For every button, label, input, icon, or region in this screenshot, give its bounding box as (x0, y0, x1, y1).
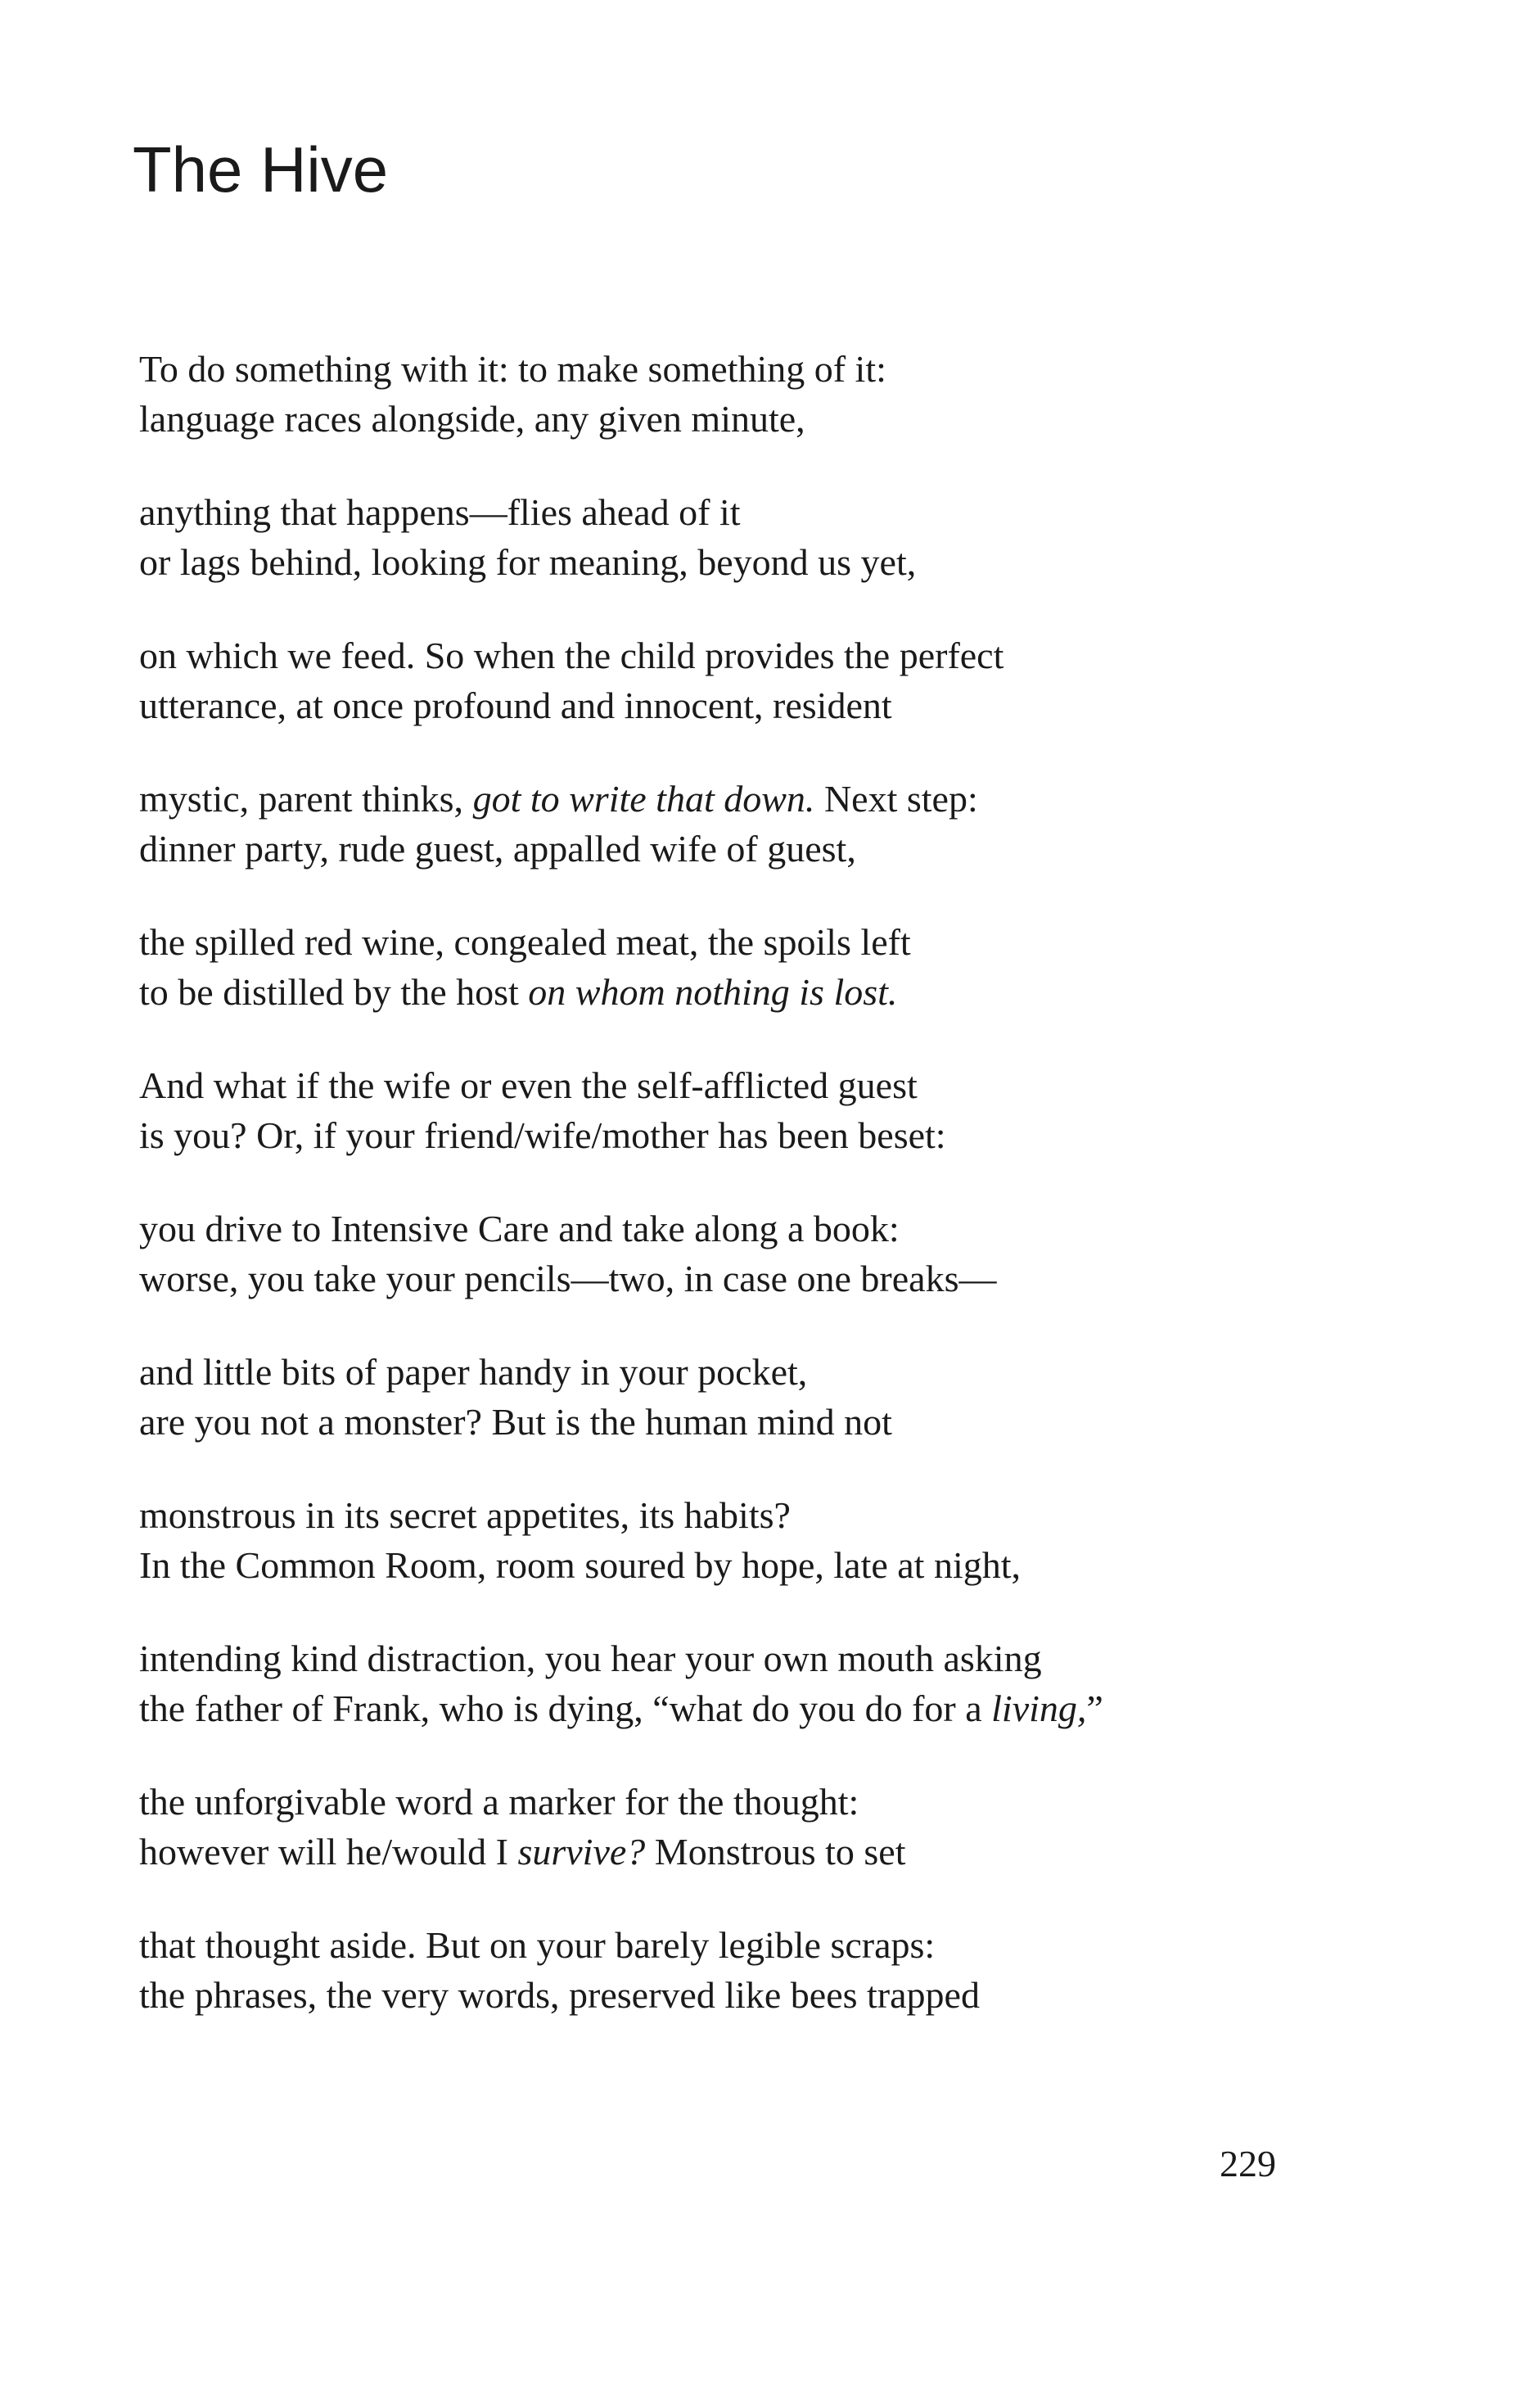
italic-text: on whom nothing is lost. (528, 971, 898, 1013)
stanza (139, 1060, 1367, 1160)
stanza (139, 1633, 1367, 1733)
line-text: the unforgivable word a marker for the thought: (139, 1781, 859, 1823)
line-text: utterance, at once profound and innocent, resident (139, 684, 892, 726)
italic-text: survive? (517, 1831, 646, 1873)
line-text: And what if the wife or even the self-afflicted guest (139, 1064, 918, 1106)
poem-line (139, 1204, 1367, 1254)
poem-line (139, 774, 1367, 824)
poem-title: The Hive (133, 133, 389, 206)
line-text: to be distilled by the host (139, 971, 529, 1013)
poem-line (139, 487, 1367, 537)
line-text: you drive to Intensive Care and take along a book: (139, 1208, 900, 1249)
line-text: the phrases, the very words, preserved like bees trapped (139, 1974, 980, 2016)
poem-line (139, 1683, 1367, 1733)
poem-line (139, 1777, 1367, 1827)
italic-text: got to write that down. (472, 778, 815, 820)
line-text: dinner party, rude guest, appalled wife of guest, (139, 828, 856, 870)
line-text: To do something with it: to make something of it: (139, 348, 886, 390)
poem-line (139, 1397, 1367, 1447)
stanza (139, 1920, 1367, 2020)
page-number: 229 (1220, 2143, 1276, 2184)
stanza (139, 1777, 1367, 1877)
line-text: Monstrous to set (645, 1831, 906, 1873)
stanza (139, 1204, 1367, 1303)
poem-line (139, 1490, 1367, 1540)
poem-line (139, 1970, 1367, 2020)
poem-line (139, 1060, 1367, 1110)
line-text: and little bits of paper handy in your pocket, (139, 1351, 808, 1393)
poem-line (139, 630, 1367, 680)
line-text: intending kind distraction, you hear your own mouth asking (139, 1638, 1042, 1679)
stanza (139, 917, 1367, 1017)
stanza (139, 487, 1367, 587)
poem-line (139, 1347, 1367, 1397)
stanza (139, 344, 1367, 444)
line-text: or lags behind, looking for meaning, beyond us yet, (139, 541, 917, 583)
line-text: the father of Frank, who is dying, “what do you do for a (139, 1687, 992, 1729)
line-text: on which we feed. So when the child provides the perfect (139, 635, 1004, 676)
poem-line (139, 1633, 1367, 1683)
line-text: however will he/would I (139, 1831, 518, 1873)
poem-line (139, 1110, 1367, 1160)
poem-body (139, 344, 1367, 2063)
line-text: monstrous in its secret appetites, its habits? (139, 1494, 791, 1536)
line-text: are you not a monster? But is the human mind not (139, 1401, 892, 1443)
line-text: anything that happens—flies ahead of it (139, 491, 741, 533)
stanza (139, 774, 1367, 874)
line-text: the spilled red wine, congealed meat, the spoils left (139, 921, 911, 963)
stanza (139, 1347, 1367, 1447)
poem-line (139, 1540, 1367, 1590)
line-text: mystic, parent thinks, (139, 778, 473, 820)
italic-text: living, (991, 1687, 1087, 1729)
poem-line (139, 680, 1367, 730)
line-text: is you? Or, if your friend/wife/mother has been beset: (139, 1114, 946, 1156)
poem-line (139, 537, 1367, 587)
poem-line (139, 824, 1367, 874)
poem-line (139, 1920, 1367, 1970)
poem-line (139, 394, 1367, 444)
stanza (139, 1490, 1367, 1590)
poem-line (139, 344, 1367, 394)
line-text: Next step: (814, 778, 978, 820)
poem-line (139, 917, 1367, 967)
line-text: worse, you take your pencils—two, in case one breaks— (139, 1258, 997, 1299)
line-text: language races alongside, any given minute, (139, 398, 805, 440)
poem-line (139, 967, 1367, 1017)
line-text: that thought aside. But on your barely legible scraps: (139, 1924, 936, 1966)
poem-line (139, 1254, 1367, 1303)
line-text: In the Common Room, room soured by hope, late at night, (139, 1544, 1022, 1586)
stanza (139, 630, 1367, 730)
line-text: ” (1086, 1687, 1103, 1729)
poem-line (139, 1827, 1367, 1877)
